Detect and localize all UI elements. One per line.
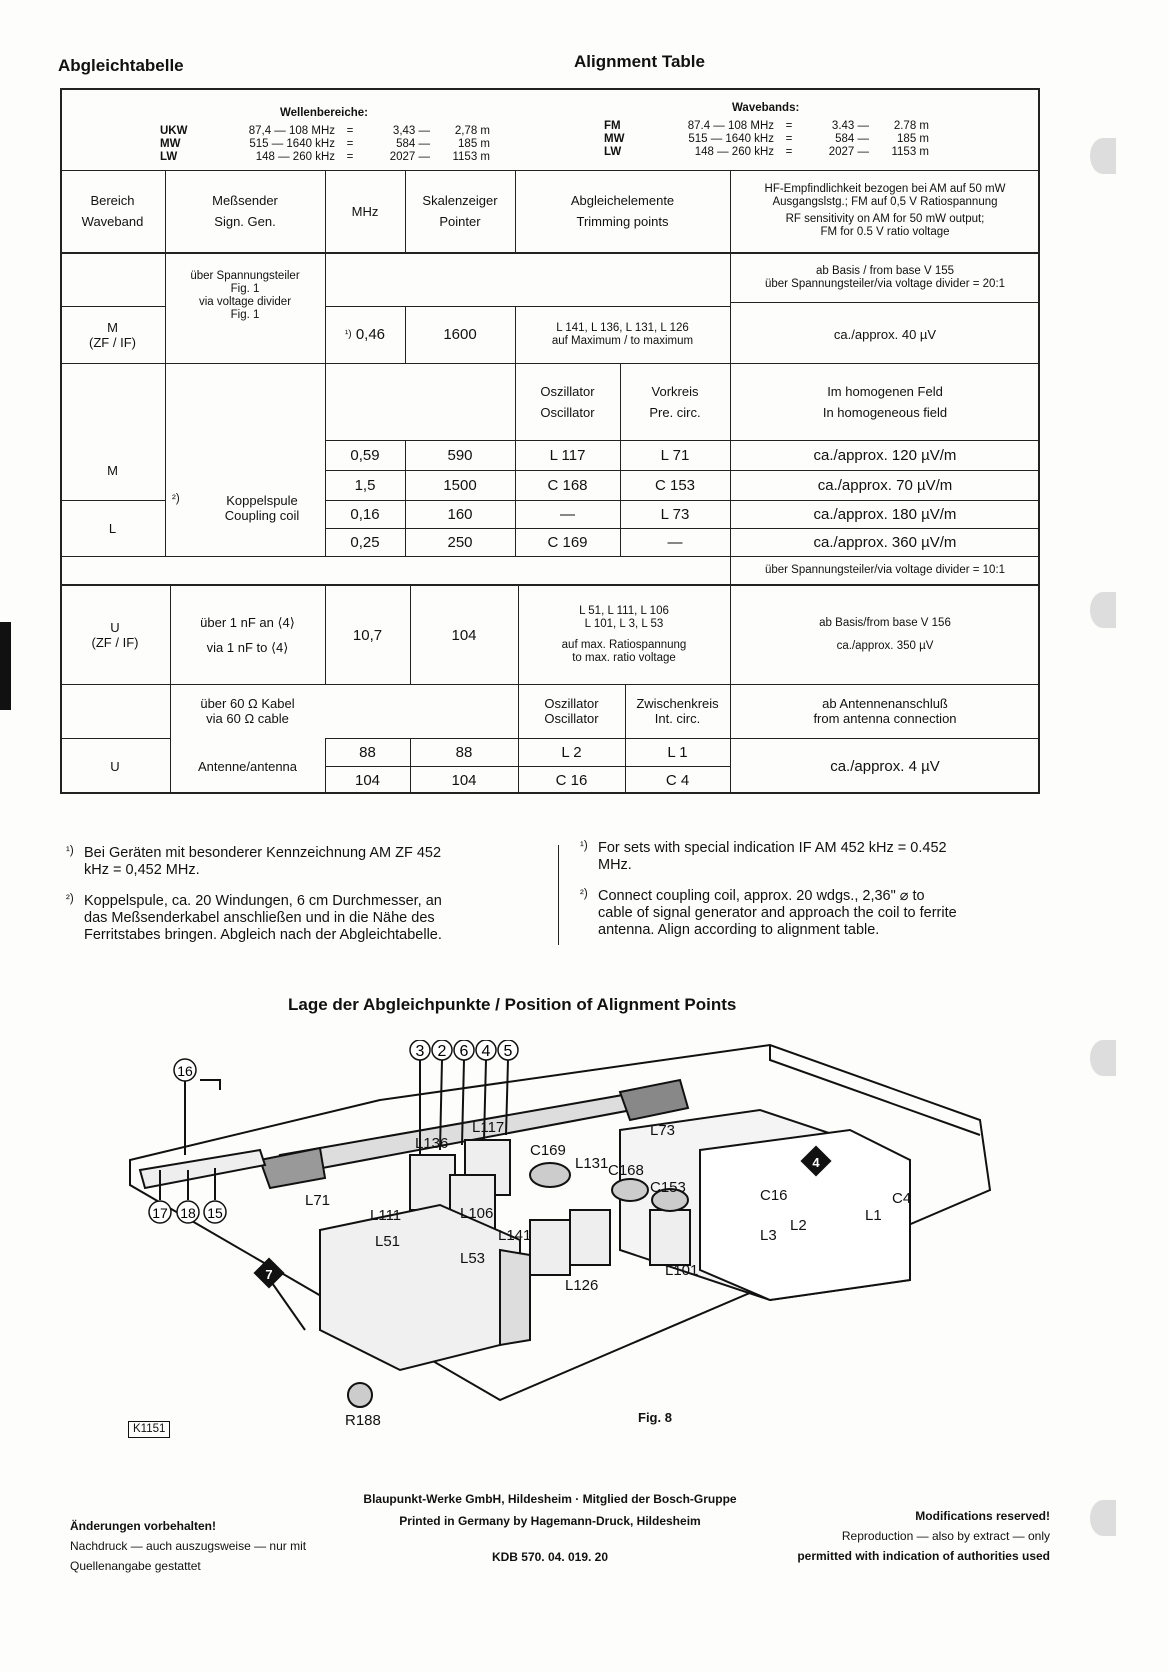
note-de-2-mark: ²)	[66, 893, 74, 905]
coil-l136	[410, 1155, 455, 1210]
header-gen-en: Sign. Gen.	[214, 214, 276, 229]
fm-rf-gen-en: via 60 Ω cable	[206, 711, 289, 726]
header-gen-de: Meßsender	[212, 193, 278, 208]
eq: =	[346, 138, 354, 150]
am-if-band-2: (ZF / IF)	[89, 334, 136, 350]
mark-18	[177, 1201, 199, 1223]
header-trim-en: Trimming points	[576, 214, 669, 229]
m1: 584 —	[396, 138, 430, 150]
svg-text:18: 18	[180, 1205, 196, 1221]
m2: 2.78 m	[893, 120, 929, 132]
mark-15	[204, 1201, 226, 1223]
svg-text:15: 15	[207, 1205, 223, 1221]
footnote-2-mark: ²)	[172, 493, 180, 505]
am-if-divider: über Spannungsteiler/via voltage divider = 20:1	[764, 278, 1006, 290]
header-sens-4: FM for 0.5 V ratio voltage	[820, 226, 950, 238]
trimmer-c168	[612, 1179, 648, 1201]
am-if-pointer: 1600	[443, 326, 477, 343]
m1: 584 —	[835, 133, 869, 145]
fm-if-band-2: (ZF / IF)	[91, 635, 139, 650]
footnote-1-mark: ¹)	[344, 329, 352, 340]
am-rf-band-m: M	[107, 462, 118, 478]
fm-rf-gen: Antenne/antenna	[197, 758, 298, 774]
am-if-base-text: ab Basis / from base V 155	[815, 265, 955, 277]
am-rf-mhz-1: 1,5	[354, 476, 376, 494]
band-mw: MW	[160, 138, 181, 150]
svg-text:4: 4	[812, 1155, 820, 1170]
fm-if-generator	[170, 586, 325, 684]
notes-de	[66, 845, 531, 944]
punch-hole	[1090, 592, 1116, 628]
am-rf-divider: über Spannungsteiler/via voltage divider = 10:1	[764, 563, 1006, 576]
fm-if-trim-2: L 101, L 3, L 53	[584, 618, 664, 630]
header-pointer-en: Pointer	[439, 214, 481, 229]
wavebands-de	[160, 125, 510, 164]
am-if-gen-3: via voltage divider	[198, 296, 292, 308]
m2: 1153 m	[452, 151, 490, 163]
eq: =	[785, 120, 793, 132]
footer-de-2: Nachdruck — auch auszugsweise — nur mit	[70, 1539, 307, 1553]
mark-7-leader	[270, 1280, 305, 1330]
range-lw: 148 — 260 kHz	[694, 146, 774, 158]
eq: =	[346, 151, 354, 163]
note-en-1a: For sets with special indication IF AM 452 kHz = 0.452	[598, 840, 947, 856]
label-l117: L117	[472, 1119, 505, 1136]
header-mhz: MHz	[351, 203, 379, 219]
svg-text:16: 16	[177, 1063, 193, 1079]
am-rf-pointer-3: 250	[447, 533, 473, 551]
range-ukw: 87,4 — 108 MHz	[248, 125, 335, 137]
trimmer-c169	[530, 1163, 570, 1187]
am-rf-pre-1: C 153	[654, 476, 696, 494]
header-range-de: Bereich	[90, 193, 135, 208]
osc-en: Oscillator	[540, 404, 595, 420]
fm-if-sens: ca./approx. 350 µV	[836, 640, 934, 652]
am-rf-pre-2: L 73	[660, 505, 690, 523]
eq: =	[785, 146, 793, 158]
fm-if-base: ab Basis/from base V 156	[819, 617, 951, 629]
eq: =	[346, 125, 354, 137]
title-en: Alignment Table	[574, 52, 705, 71]
label-l2: L2	[790, 1217, 807, 1234]
note-de-2c: Ferritstabes bringen. Abgleich nach der Abgleichtabelle.	[84, 927, 442, 943]
label-c16: C16	[760, 1187, 788, 1204]
fm-if-trim-4: to max. ratio voltage	[572, 652, 676, 664]
fm-int-en: Int. circ.	[654, 711, 701, 726]
punch-hole	[1090, 1040, 1116, 1076]
footer-en-2: Reproduction — also by extract — only	[841, 1529, 1050, 1543]
am-rf-pre-header	[620, 363, 730, 440]
label-l3: L3	[760, 1227, 777, 1244]
note-en-1-mark: ¹)	[580, 840, 588, 852]
m1: 2027 —	[828, 146, 869, 158]
footer-en-1: Modifications reserved!	[915, 1509, 1050, 1523]
label-l141: L141	[498, 1227, 532, 1244]
label-l101: L101	[665, 1262, 699, 1279]
footer-company: Blaupunkt-Werke GmbH, Hildesheim · Mitglied der Bosch-Gruppe	[363, 1492, 737, 1506]
mark-2	[432, 1040, 452, 1060]
fm-rf-int-0: L 1	[667, 743, 688, 761]
am-if-sensitivity: ca./approx. 40 µV	[833, 327, 937, 342]
note-en-2c: antenna. Align according to alignment table.	[598, 922, 880, 938]
notes-en	[580, 840, 1050, 939]
label-l136: L136	[415, 1135, 449, 1152]
header-sensitivity	[730, 170, 1040, 252]
am-rf-mhz-3: 0,25	[350, 533, 380, 551]
wavebands-en	[604, 120, 954, 159]
header-sens-2: Ausgangslstg.; FM auf 0,5 V Ratiospannung	[772, 196, 998, 208]
am-if-gen-4: Fig. 1	[230, 309, 260, 321]
fm-if-mhz: 10,7	[352, 626, 383, 644]
fm-if-pointer: 104	[451, 626, 477, 644]
label-l73: L73	[650, 1122, 676, 1139]
eq: =	[785, 133, 793, 145]
coil-l131	[570, 1210, 610, 1265]
svg-text:4: 4	[481, 1043, 491, 1060]
m2: 185 m	[458, 138, 490, 150]
fm-if-band-1: U	[110, 620, 120, 635]
pre-de: Vorkreis	[651, 383, 699, 399]
fm-if-gen-en: via 1 nF to ⟨4⟩	[206, 640, 289, 655]
fm-conn-en: from antenna connection	[813, 711, 957, 726]
am-rf-mhz-0: 0,59	[350, 446, 380, 464]
note-en-1b: MHz.	[598, 857, 632, 873]
fm-rf-int-1: C 4	[665, 771, 690, 789]
header-range	[60, 170, 165, 252]
mark-5	[498, 1040, 518, 1060]
header-pointer-de: Skalenzeiger	[422, 193, 498, 208]
chassis-edge	[770, 1045, 980, 1135]
header-pointer	[405, 170, 515, 252]
fm-rf-sensitivity: ca./approx. 4 µV	[830, 757, 940, 775]
band-lw: LW	[160, 151, 178, 163]
mark-16-leader	[185, 1080, 220, 1155]
figure-title: Lage der Abgleichpunkte / Position of Alignment Points	[288, 995, 737, 1014]
row-divider	[730, 302, 1040, 303]
fm-rf-mhz-0: 88	[359, 743, 376, 761]
svg-text:17: 17	[152, 1205, 168, 1221]
am-rf-pointer-1: 1500	[443, 476, 477, 494]
note-en-2b: cable of signal generator and approach the coil to ferrite	[598, 905, 957, 921]
am-if-trim-1: L 141, L 136, L 131, L 126	[556, 321, 689, 334]
coupling-coil-de: Koppelspule	[226, 493, 298, 508]
alignment-points-diagram	[120, 1040, 1000, 1460]
range-lw: 148 — 260 kHz	[255, 151, 335, 163]
fm-osc-en: Oscillator	[544, 711, 599, 726]
fm-rf-osc-1: C 16	[555, 771, 588, 789]
am-rf-osc-2: —	[560, 505, 575, 523]
am-if-trim-2: auf Maximum / to maximum	[551, 334, 694, 347]
band-fm: FM	[604, 120, 621, 132]
fm-rf-conn	[730, 684, 1040, 738]
header-sens-1: HF-Empfindlichkeit bezogen bei AM auf 50 mW	[764, 183, 1006, 195]
fm-rf-pointer-0: 88	[455, 743, 473, 761]
figure-caption: Fig. 8	[638, 1410, 672, 1425]
title-de: Abgleichtabelle	[58, 56, 184, 75]
header-generator	[165, 170, 325, 252]
svg-text:2: 2	[437, 1043, 447, 1060]
mark-17	[149, 1201, 171, 1223]
am-rf-osc-3: C 169	[547, 533, 588, 551]
label-l131: L131	[575, 1155, 609, 1172]
m1: 3,43 —	[392, 125, 430, 137]
header-trim-de: Abgleichelemente	[570, 193, 675, 208]
fm-if-trim-1: L 51, L 111, L 106	[579, 605, 669, 617]
notes-divider	[558, 845, 559, 945]
coil-l71	[260, 1148, 325, 1188]
label-c168: C168	[608, 1162, 644, 1179]
note-de-2a: Koppelspule, ca. 20 Windungen, 6 cm Durchmesser, an	[84, 893, 442, 909]
contact-strip	[140, 1150, 265, 1188]
am-rf-pointer-2: 160	[447, 505, 473, 523]
am-rf-band-l: L	[108, 520, 117, 536]
fm-rf-int-header	[625, 684, 730, 738]
fm-osc-de: Oszillator	[544, 696, 599, 711]
am-if-gen-2: Fig. 1	[230, 283, 260, 295]
am-if-band	[60, 306, 165, 363]
footer-de-1: Änderungen vorbehalten!	[70, 1519, 217, 1533]
coil-l126	[530, 1220, 570, 1275]
punch-hole	[1090, 1500, 1116, 1536]
label-c153: C153	[650, 1179, 686, 1196]
punch-hole	[1090, 138, 1116, 174]
band-mw: MW	[604, 133, 625, 145]
fm-if-trimming	[518, 586, 730, 684]
fm-rf-osc-0: L 2	[561, 743, 582, 761]
m1: 2027 —	[389, 151, 430, 163]
am-rf-sens-3: ca./approx. 360 µV/m	[813, 533, 957, 551]
note-de-1-mark: ¹)	[66, 845, 74, 857]
am-rf-pointer-0: 590	[447, 446, 473, 464]
band-lw: LW	[604, 146, 622, 158]
svg-text:7: 7	[265, 1267, 273, 1282]
svg-text:6: 6	[459, 1043, 469, 1060]
mark-6	[454, 1040, 474, 1060]
if-board-block	[320, 1205, 520, 1370]
range-mw: 515 — 1640 kHz	[688, 133, 774, 145]
note-de-1b: kHz = 0,452 MHz.	[84, 862, 200, 878]
mark-16	[174, 1059, 196, 1081]
am-rf-osc-1: C 168	[547, 476, 588, 494]
mark-3	[410, 1040, 430, 1060]
label-c4: C4	[892, 1190, 912, 1207]
fm-int-de: Zwischenkreis	[636, 696, 719, 711]
field-en: In homogeneous field	[822, 404, 948, 420]
am-rf-generator	[172, 493, 322, 523]
fm-rf-mhz-1: 104	[354, 771, 381, 789]
label-l71: L71	[305, 1192, 331, 1209]
band-ukw: UKW	[160, 125, 188, 137]
m2: 2,78 m	[454, 125, 490, 137]
footer-kdb: KDB 570. 04. 019. 20	[491, 1550, 609, 1564]
range-mw: 515 — 1640 kHz	[249, 138, 335, 150]
wavebands-label-en: Wavebands:	[732, 102, 800, 114]
am-rf-sens-0: ca./approx. 120 µV/m	[813, 446, 957, 464]
field-de: Im homogenen Feld	[827, 383, 943, 399]
am-rf-mhz-2: 0,16	[350, 505, 380, 523]
am-rf-sens-1: ca./approx. 70 µV/m	[817, 476, 953, 494]
fm-if-trim-3: auf max. Ratiospannung	[561, 639, 687, 651]
am-rf-sens-2: ca./approx. 180 µV/m	[813, 505, 957, 523]
label-l106: L106	[460, 1205, 494, 1222]
note-de-1a: Bei Geräten mit besonderer Kennzeichnung AM ZF 452	[84, 845, 442, 861]
pre-en: Pre. circ.	[649, 404, 701, 420]
footer-de-3: Quellenangabe gestattet	[70, 1559, 201, 1573]
am-rf-pre-0: L 71	[660, 446, 690, 464]
fm-rf-gen-de: über 60 Ω Kabel	[200, 696, 295, 711]
label-l51: L51	[375, 1233, 401, 1250]
note-de-2b: das Meßsenderkabel anschließen und in die Nähe des	[84, 910, 435, 926]
am-if-mhz-value: 0,46	[355, 326, 386, 343]
header-range-en: Waveband	[81, 214, 144, 229]
am-if-gen-1: über Spannungsteiler	[190, 270, 300, 282]
am-if-mhz	[325, 306, 405, 363]
am-if-band-1: M	[107, 319, 118, 335]
header-trimming	[515, 170, 730, 252]
fm-rf-generator	[170, 684, 325, 738]
label-r188: R188	[345, 1412, 381, 1429]
am-rf-pre-3: —	[667, 533, 683, 551]
footer-printed: Printed in Germany by Hagemann-Druck, Hildesheim	[399, 1514, 701, 1528]
note-en-2a: Connect coupling coil, approx. 20 wdgs., 2,36" ⌀ to	[598, 888, 925, 904]
svg-text:5: 5	[503, 1043, 513, 1060]
label-l126: L126	[565, 1277, 599, 1294]
footer-de	[70, 1516, 306, 1576]
label-l53: L53	[460, 1250, 486, 1267]
coil-l73-rod	[620, 1080, 688, 1120]
footer-en-3: permitted with indication of authorities used	[797, 1549, 1050, 1563]
am-rf-field-header	[730, 363, 1040, 440]
am-if-base	[730, 254, 1040, 302]
m2: 1153 m	[891, 146, 929, 158]
am-rf-osc-header	[515, 363, 620, 440]
am-if-generator	[165, 270, 325, 350]
coupling-coil-en: Coupling coil	[224, 508, 300, 523]
fm-rf-pointer-1: 104	[451, 771, 477, 789]
fm-rf-osc-header	[518, 684, 625, 738]
fm-if-gen-de: über 1 nF an ⟨4⟩	[200, 615, 295, 630]
am-rf-osc-0: L 117	[549, 446, 586, 464]
m1: 3.43 —	[831, 120, 869, 132]
mark-7-diamond	[253, 1257, 284, 1288]
trimmer-r188	[348, 1383, 372, 1407]
note-en-2-mark: ²)	[580, 888, 588, 900]
svg-text:3: 3	[415, 1043, 425, 1060]
label-l1: L1	[865, 1207, 882, 1224]
figure-code: K1151	[128, 1421, 170, 1438]
header-sens-3: RF sensitivity on AM for 50 mW output;	[785, 213, 985, 225]
coil-l101	[650, 1210, 690, 1265]
osc-de: Oszillator	[540, 383, 595, 399]
fm-conn-de: ab Antennenanschluß	[822, 696, 948, 711]
mark-4	[476, 1040, 496, 1060]
scan-edge-mark	[0, 622, 11, 710]
m2: 185 m	[897, 133, 929, 145]
range-fm: 87.4 — 108 MHz	[687, 120, 774, 132]
fm-if-sensitivity	[730, 586, 1040, 684]
label-c169: C169	[530, 1142, 566, 1159]
if-board-side	[500, 1250, 530, 1345]
wavebands-label-de: Wellenbereiche:	[280, 107, 368, 119]
fm-rf-band: U	[110, 758, 120, 774]
footer-en	[700, 1506, 1050, 1566]
fm-if-band	[60, 586, 170, 684]
am-if-trimming	[515, 306, 730, 363]
label-l111: L111	[370, 1207, 402, 1224]
